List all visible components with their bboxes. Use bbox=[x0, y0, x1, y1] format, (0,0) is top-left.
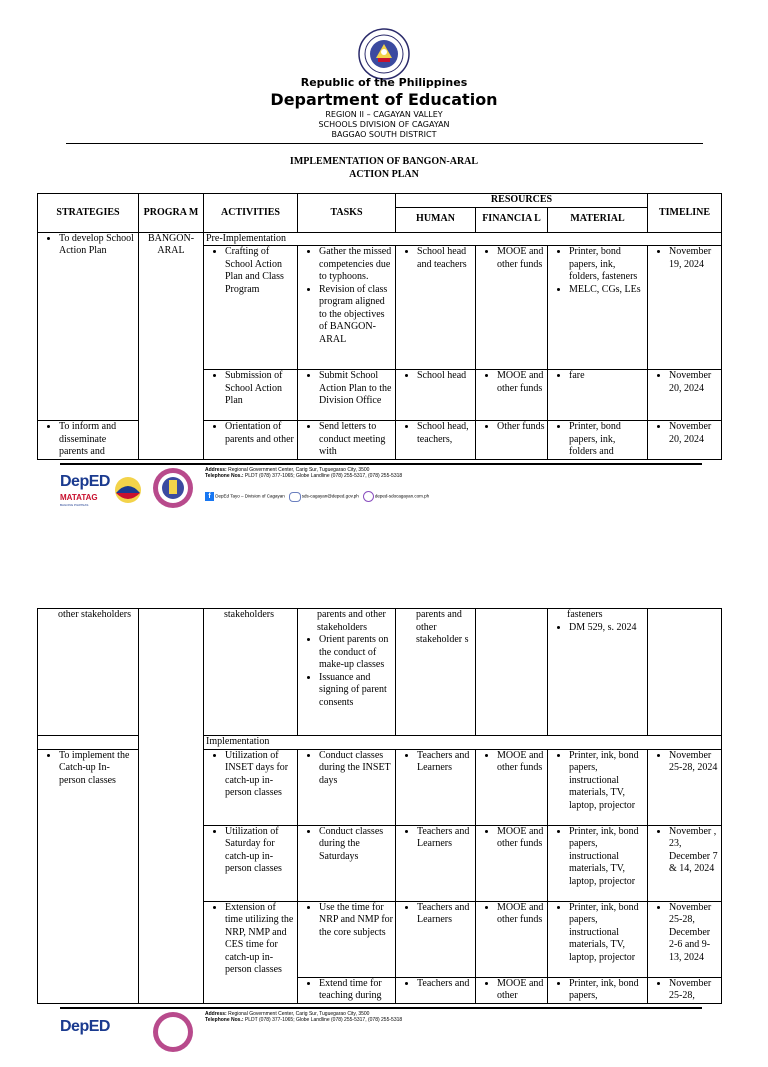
timeline-cell: • November 19, 2024 bbox=[648, 246, 722, 370]
task-cell: • Extend time for teaching during bbox=[298, 977, 396, 1003]
footer-address: Address: Regional Government Center, Carig Sur, Tuguegarao City, 3500 bbox=[205, 467, 370, 473]
facebook-icon[interactable]: f bbox=[205, 492, 214, 501]
human-cell: • School head, teachers, bbox=[396, 421, 476, 460]
header-material: MATERIAL bbox=[548, 207, 648, 232]
page-footer bbox=[60, 1007, 710, 1067]
strategy-cell bbox=[38, 736, 139, 750]
strategy-cell bbox=[38, 232, 139, 421]
strategy-item: • To develop School Action Plan bbox=[59, 233, 136, 258]
financial-cell: • MOOE and other bbox=[476, 977, 548, 1003]
human-cell: • School head bbox=[396, 370, 476, 421]
human-cell: • Teachers and Learners bbox=[396, 901, 476, 977]
action-plan-table-page-1 bbox=[37, 193, 722, 460]
header-financial: FINANCIA L bbox=[476, 207, 548, 232]
document-title bbox=[0, 155, 768, 181]
region-line: REGION II – CAGAYAN VALLEY bbox=[325, 110, 443, 119]
bagong-pilipinas-logo-icon bbox=[112, 475, 144, 505]
timeline-cell: • November 25-28, bbox=[648, 977, 722, 1003]
action-plan-table-page-2 bbox=[37, 608, 722, 1004]
page-footer bbox=[60, 463, 710, 523]
title-line-2: ACTION PLAN bbox=[349, 169, 419, 180]
material-cell: • Printer, ink, bond papers, instructional materials, TV, laptop, projector bbox=[548, 749, 648, 825]
website-icon[interactable] bbox=[363, 491, 374, 502]
email-icon[interactable] bbox=[289, 492, 301, 502]
human-cell: • Teachers and Learners bbox=[396, 825, 476, 901]
timeline-cell: • November 25-28, December 2-6 and 9-13, 2024 bbox=[648, 901, 722, 977]
division-line: SCHOOLS DIVISION OF CAGAYAN bbox=[318, 120, 450, 129]
timeline-cell: • November 20, 2024 bbox=[648, 421, 722, 460]
facebook-link[interactable]: DepEd Tayo – Division of Cagayan bbox=[215, 493, 285, 499]
division-seal-icon bbox=[152, 467, 194, 509]
financial-cell: • MOOE and other funds bbox=[476, 825, 548, 901]
footer-contacts bbox=[205, 491, 429, 502]
footer-address: Address: Regional Government Center, Carig Sur, Tuguegarao City, 3500 bbox=[205, 1011, 370, 1017]
header-tasks: TASKS bbox=[298, 194, 396, 233]
header-strategies: STRATEGIES bbox=[38, 194, 139, 233]
document-page-2 bbox=[0, 540, 768, 1035]
footer-divider bbox=[60, 463, 702, 465]
matatag-logo: MATATAG bbox=[60, 493, 98, 502]
deped-seal-icon bbox=[358, 28, 410, 80]
human-cell: • School head and teachers bbox=[396, 246, 476, 370]
material-cell: fasteners • DM 529, s. 2024 bbox=[548, 609, 648, 736]
material-cell: • Printer, ink, bond papers, instructional materials, TV, laptop, projector bbox=[548, 901, 648, 977]
activity-cell: • Extension of time utilizing the NRP, NMP and CES time for catch-up in-person classes bbox=[204, 901, 298, 1003]
header-timeline: TIMELINE bbox=[648, 194, 722, 233]
activity-cell: stakeholders bbox=[204, 609, 298, 736]
email-link[interactable]: sds-cagayan@deped.gov.ph bbox=[301, 493, 359, 499]
timeline-cell: • November 20, 2024 bbox=[648, 370, 722, 421]
deped-logo: DepED bbox=[60, 473, 110, 490]
timeline-cell: • November 25-28, 2024 bbox=[648, 749, 722, 825]
timeline-cell bbox=[648, 609, 722, 736]
header-divider bbox=[66, 143, 703, 144]
financial-cell bbox=[476, 609, 548, 736]
activity-cell: • Orientation of parents and other bbox=[204, 421, 298, 460]
material-cell: • Printer, ink, bond papers, bbox=[548, 977, 648, 1003]
financial-cell: • MOOE and other funds bbox=[476, 901, 548, 977]
task-cell: • Use the time for NRP and NMP for the core subjects bbox=[298, 901, 396, 977]
activity-cell: • Submission of School Action Plan bbox=[204, 370, 298, 421]
program-cell bbox=[139, 609, 204, 1004]
task-cell: • Gather the missed competencies due to typhoons. • Revision of class program aligned to the objectives of BANGON-ARAL bbox=[298, 246, 396, 370]
task-cell: parents and other stakeholders • Orient parents on the conduct of make-up classes • Issuance and signing of parent consents bbox=[298, 609, 396, 736]
task-cell: • Submit School Action Plan to the Division Office bbox=[298, 370, 396, 421]
material-cell: • fare bbox=[548, 370, 648, 421]
activity-cell: • Utilization of Saturday for catch-up in-person classes bbox=[204, 825, 298, 901]
task-cell: • Send letters to conduct meeting with bbox=[298, 421, 396, 460]
material-cell: • Printer, bond papers, ink, folders, fasteners • MELC, CGs, LEs bbox=[548, 246, 648, 370]
human-cell: • Teachers and Learners bbox=[396, 749, 476, 825]
bagong-pilipinas-text: BAGONG PILIPINAS bbox=[60, 503, 89, 507]
strategy-cell: other stakeholders bbox=[38, 609, 139, 736]
financial-cell: • MOOE and other funds bbox=[476, 246, 548, 370]
task-cell: • Conduct classes during the INSET days bbox=[298, 749, 396, 825]
district-line: BAGGAO SOUTH DISTRICT bbox=[331, 130, 437, 139]
deped-logo: DepED bbox=[60, 1018, 110, 1035]
human-cell: • Teachers and bbox=[396, 977, 476, 1003]
division-seal-icon bbox=[152, 1011, 194, 1053]
program-cell: BANGON-ARAL bbox=[139, 232, 204, 459]
phase-label: Implementation bbox=[204, 736, 722, 750]
task-cell: • Conduct classes during the Saturdays bbox=[298, 825, 396, 901]
header-activities: ACTIVITIES bbox=[204, 194, 298, 233]
material-cell: • Printer, bond papers, ink, folders and bbox=[548, 421, 648, 460]
title-line-1: IMPLEMENTATION OF BANGON-ARAL bbox=[289, 156, 479, 167]
footer-phone: Telephone Nos.: PLDT (078) 377-1065; Globe Landline (078) 255-5317, (078) 255-5318 bbox=[205, 1017, 403, 1023]
human-cell: parents and other stakeholder s bbox=[396, 609, 476, 736]
financial-cell: • MOOE and other funds bbox=[476, 749, 548, 825]
timeline-cell: • November , 23, December 7 & 14, 2024 bbox=[648, 825, 722, 901]
footer-phone: Telephone Nos.: PLDT (078) 377-1065; Globe Landline (078) 255-5317, (078) 255-5318 bbox=[205, 473, 403, 479]
activity-cell: • Utilization of INSET days for catch-up in-person classes bbox=[204, 749, 298, 825]
website-link[interactable]: deped-sdocagayan.com.ph bbox=[374, 493, 430, 499]
department-heading: Department of Education bbox=[270, 90, 498, 109]
financial-cell: • Other funds bbox=[476, 421, 548, 460]
material-cell: • Printer, ink, bond papers, instructional materials, TV, laptop, projector bbox=[548, 825, 648, 901]
activity-cell: • Crafting of School Action Plan and Class Program bbox=[204, 246, 298, 370]
strategy-cell: • To inform and disseminate parents and bbox=[38, 421, 139, 460]
header-human: HUMAN bbox=[396, 207, 476, 232]
phase-label: Pre-Implementation bbox=[204, 232, 722, 246]
header-program: PROGRA M bbox=[139, 194, 204, 233]
republic-heading: Republic of the Philippines bbox=[300, 76, 468, 89]
header-resources: RESOURCES bbox=[396, 194, 648, 208]
strategy-cell: • To implement the Catch-up In-person classes bbox=[38, 749, 139, 1003]
footer-divider bbox=[60, 1007, 702, 1009]
financial-cell: • MOOE and other funds bbox=[476, 370, 548, 421]
